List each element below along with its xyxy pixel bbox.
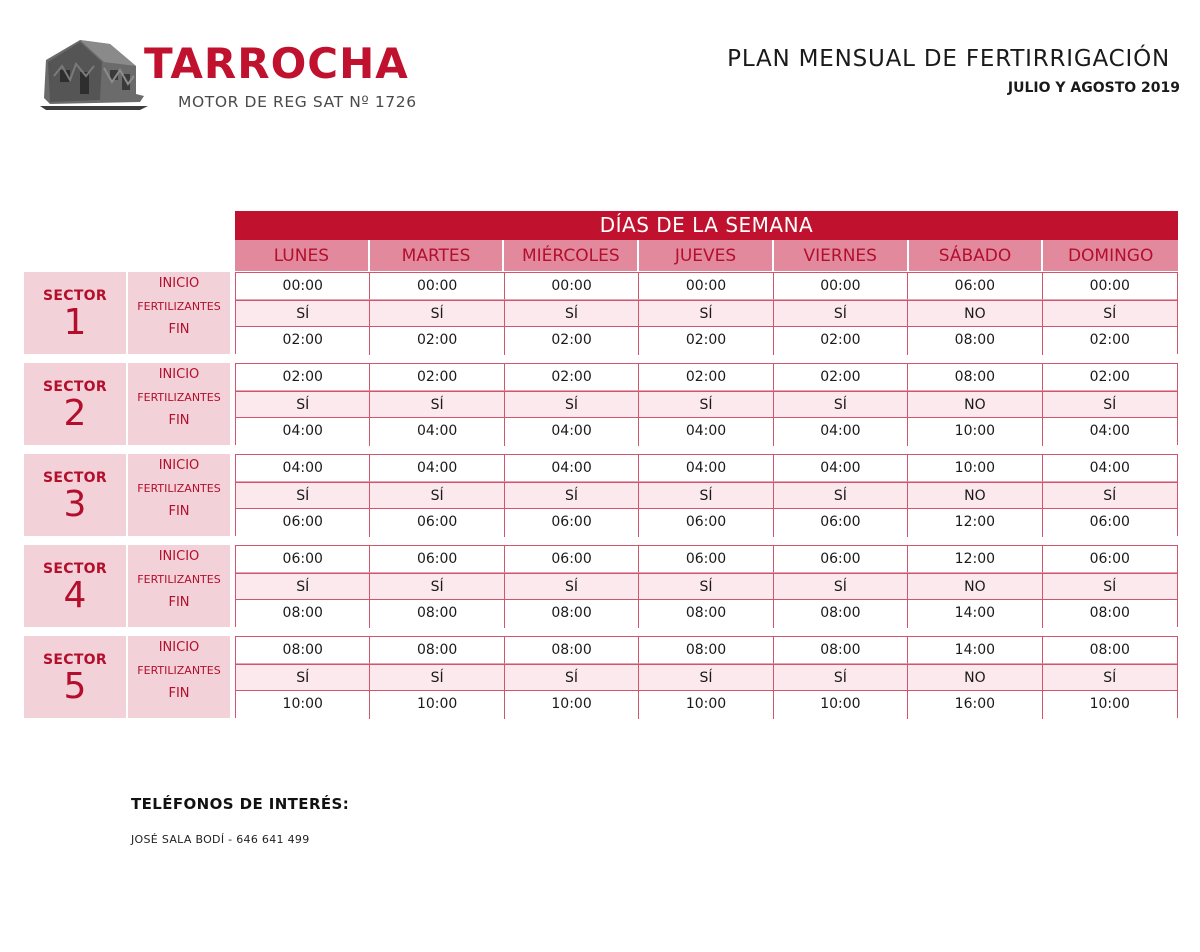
fertilizer-cell: NO [908,573,1042,600]
start-time-cell: 06:00 [774,546,908,573]
end-time-cell: 04:00 [639,418,773,446]
row-label-end: FIN [168,413,190,428]
row-label-fert: FERTILIZANTES [137,482,221,495]
sector-number: 4 [63,575,87,616]
start-time-cell: 02:00 [774,364,908,391]
end-time-cell: 02:00 [505,327,639,355]
row-label-fert: FERTILIZANTES [137,664,221,677]
fertilizer-cell: SÍ [774,664,908,691]
row-labels [128,272,230,354]
end-time-cell: 10:00 [370,691,504,719]
start-time-cell: 10:00 [908,455,1042,482]
sector-block [24,454,1178,536]
end-time-cell: 04:00 [236,418,370,446]
start-time-cell: 08:00 [236,637,370,664]
start-time-cell: 04:00 [370,455,504,482]
start-time-cell: 00:00 [1043,273,1177,300]
row-label-end: FIN [168,504,190,519]
sector-schedule-grid [235,454,1178,536]
sector-label [24,363,126,445]
fertilizer-cell: SÍ [370,664,504,691]
fertilizer-cell: SÍ [505,300,639,327]
fertilizer-cell: SÍ [505,391,639,418]
end-time-cell: 08:00 [908,327,1042,355]
start-time-cell: 08:00 [908,364,1042,391]
sector-schedule-grid [235,545,1178,627]
fertilizer-cell: SÍ [370,300,504,327]
end-time-cell: 02:00 [236,327,370,355]
fertilizer-cell: SÍ [1043,300,1177,327]
start-time-cell: 02:00 [505,364,639,391]
end-time-cell: 06:00 [639,509,773,537]
row-label-fert: FERTILIZANTES [137,391,221,404]
start-time-cell: 06:00 [1043,546,1177,573]
fertilizer-cell: SÍ [236,573,370,600]
brand-subtitle: MOTOR DE REG SAT Nº 1726 [178,93,417,111]
sector-word: SECTOR [43,652,107,668]
company-logo [40,36,420,116]
row-labels [128,636,230,718]
start-time-cell: 04:00 [236,455,370,482]
sector-block [24,545,1178,627]
end-time-cell: 06:00 [370,509,504,537]
start-time-cell: 02:00 [236,364,370,391]
row-labels [128,454,230,536]
start-time-cell: 08:00 [370,637,504,664]
days-group-header: DÍAS DE LA SEMANA [235,211,1178,240]
fertilizer-cell: SÍ [639,300,773,327]
end-time-cell: 02:00 [370,327,504,355]
end-time-cell: 08:00 [370,600,504,628]
sector-label [24,545,126,627]
sector-label [24,272,126,354]
end-time-cell: 10:00 [774,691,908,719]
end-time-cell: 10:00 [1043,691,1177,719]
sector-block [24,363,1178,445]
fertilizer-cell: SÍ [505,573,639,600]
start-time-cell: 06:00 [639,546,773,573]
start-time-cell: 08:00 [505,637,639,664]
end-time-cell: 06:00 [505,509,639,537]
fertilizer-cell: SÍ [774,573,908,600]
start-time-cell: 06:00 [370,546,504,573]
row-label-end: FIN [168,322,190,337]
fertilizer-cell: SÍ [236,664,370,691]
row-label-end: FIN [168,595,190,610]
end-time-cell: 04:00 [774,418,908,446]
end-time-cell: 02:00 [774,327,908,355]
start-time-cell: 00:00 [236,273,370,300]
start-time-cell: 08:00 [639,637,773,664]
start-time-cell: 02:00 [1043,364,1177,391]
fertilizer-cell: SÍ [505,664,639,691]
sector-word: SECTOR [43,561,107,577]
end-time-cell: 12:00 [908,509,1042,537]
sector-number: 3 [63,484,87,525]
fertilizer-cell: SÍ [774,391,908,418]
start-time-cell: 02:00 [370,364,504,391]
end-time-cell: 02:00 [1043,327,1177,355]
start-time-cell: 00:00 [774,273,908,300]
end-time-cell: 10:00 [908,418,1042,446]
start-time-cell: 12:00 [908,546,1042,573]
end-time-cell: 10:00 [639,691,773,719]
contact-entry: JOSÉ SALA BODÍ - 646 641 499 [131,833,310,846]
start-time-cell: 00:00 [370,273,504,300]
sector-number: 2 [63,393,87,434]
start-time-cell: 00:00 [505,273,639,300]
start-time-cell: 08:00 [774,637,908,664]
end-time-cell: 06:00 [1043,509,1177,537]
row-label-start: INICIO [158,458,200,473]
row-label-start: INICIO [158,549,200,564]
sector-word: SECTOR [43,288,107,304]
fertilizer-cell: SÍ [236,482,370,509]
start-time-cell: 04:00 [1043,455,1177,482]
fertilizer-cell: SÍ [505,482,639,509]
sector-label [24,636,126,718]
start-time-cell: 06:00 [236,546,370,573]
end-time-cell: 10:00 [505,691,639,719]
page-subtitle: JULIO Y AGOSTO 2019 [1007,80,1180,96]
fertilizer-cell: SÍ [370,482,504,509]
fertilizer-cell: SÍ [236,300,370,327]
end-time-cell: 02:00 [639,327,773,355]
fertilizer-cell: SÍ [774,482,908,509]
end-time-cell: 16:00 [908,691,1042,719]
end-time-cell: 08:00 [774,600,908,628]
row-label-start: INICIO [158,276,200,291]
sector-block [24,272,1178,354]
fertilizer-cell: SÍ [639,391,773,418]
day-header: SÁBADO [909,240,1042,271]
end-time-cell: 10:00 [236,691,370,719]
sector-number: 1 [63,302,87,343]
sector-block [24,636,1178,718]
start-time-cell: 14:00 [908,637,1042,664]
start-time-cell: 04:00 [639,455,773,482]
page-title: PLAN MENSUAL DE FERTIRRIGACIÓN [727,46,1170,72]
fertilizer-cell: NO [908,664,1042,691]
start-time-cell: 06:00 [505,546,639,573]
start-time-cell: 04:00 [774,455,908,482]
sector-schedule-grid [235,636,1178,718]
day-header: MIÉRCOLES [504,240,637,271]
fertilizer-cell: SÍ [236,391,370,418]
row-label-end: FIN [168,686,190,701]
fertilizer-cell: SÍ [774,300,908,327]
start-time-cell: 04:00 [505,455,639,482]
sector-label [24,454,126,536]
contacts-title: TELÉFONOS DE INTERÉS: [131,795,350,813]
fertilizer-cell: SÍ [639,573,773,600]
row-label-fert: FERTILIZANTES [137,300,221,313]
day-header: MARTES [370,240,503,271]
stone-house-icon [40,36,150,116]
end-time-cell: 06:00 [774,509,908,537]
row-labels [128,363,230,445]
end-time-cell: 08:00 [236,600,370,628]
day-header: JUEVES [639,240,772,271]
sector-word: SECTOR [43,379,107,395]
day-header: VIERNES [774,240,907,271]
day-header: LUNES [235,240,368,271]
row-labels [128,545,230,627]
end-time-cell: 04:00 [1043,418,1177,446]
sector-schedule-grid [235,272,1178,354]
end-time-cell: 04:00 [370,418,504,446]
end-time-cell: 08:00 [639,600,773,628]
fertilizer-cell: SÍ [1043,573,1177,600]
end-time-cell: 06:00 [236,509,370,537]
start-time-cell: 06:00 [908,273,1042,300]
start-time-cell: 08:00 [1043,637,1177,664]
fertilizer-cell: NO [908,300,1042,327]
end-time-cell: 08:00 [1043,600,1177,628]
sector-number: 5 [63,666,87,707]
sector-schedule-grid [235,363,1178,445]
fertilizer-cell: SÍ [1043,391,1177,418]
start-time-cell: 00:00 [639,273,773,300]
row-label-fert: FERTILIZANTES [137,573,221,586]
day-header: DOMINGO [1043,240,1178,271]
fertilizer-cell: SÍ [639,664,773,691]
start-time-cell: 02:00 [639,364,773,391]
brand-name: TARROCHA [144,39,409,88]
fertilizer-cell: NO [908,391,1042,418]
end-time-cell: 08:00 [505,600,639,628]
fertilizer-cell: SÍ [639,482,773,509]
fertilizer-cell: SÍ [1043,482,1177,509]
fertilizer-cell: NO [908,482,1042,509]
fertilizer-cell: SÍ [370,573,504,600]
row-label-start: INICIO [158,640,200,655]
row-label-start: INICIO [158,367,200,382]
end-time-cell: 14:00 [908,600,1042,628]
fertilizer-cell: SÍ [1043,664,1177,691]
end-time-cell: 04:00 [505,418,639,446]
fertilizer-cell: SÍ [370,391,504,418]
day-header-row [235,240,1178,271]
sector-word: SECTOR [43,470,107,486]
